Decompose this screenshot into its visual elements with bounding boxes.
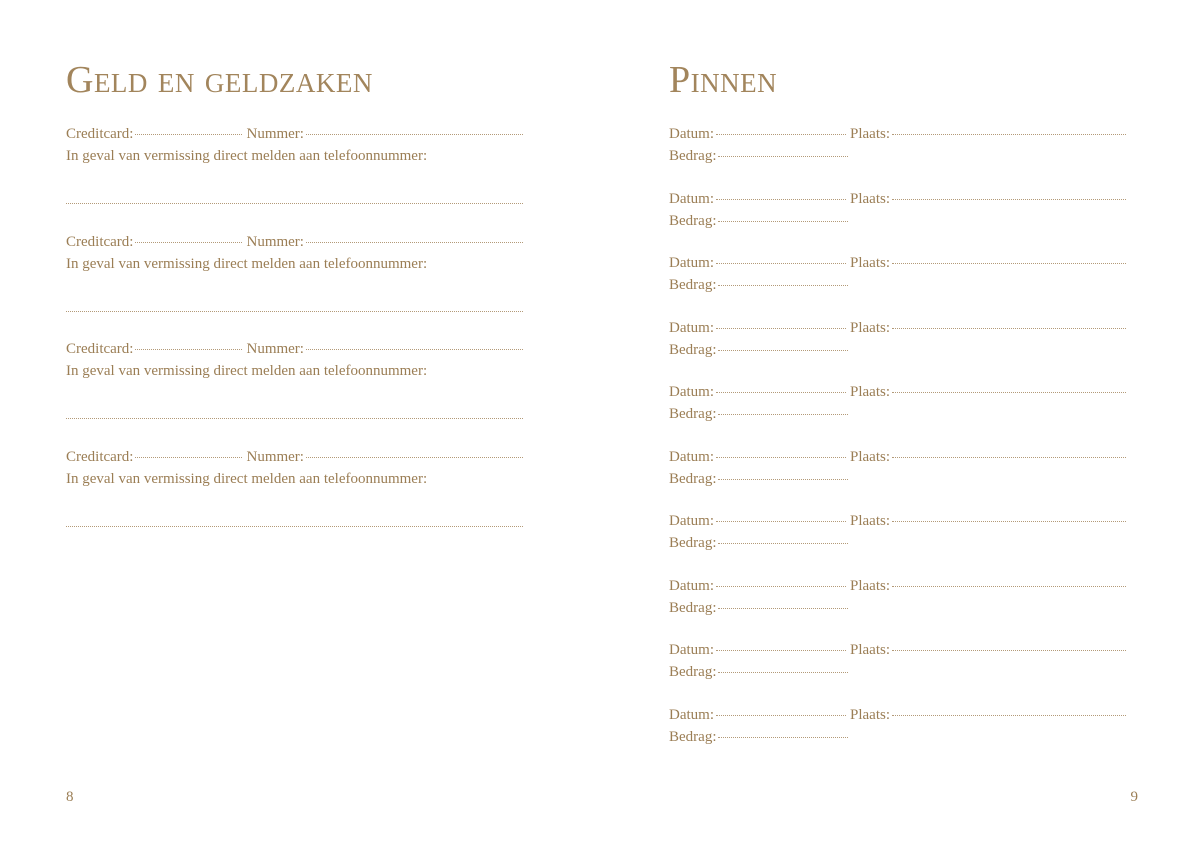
- page-title-pinnen: Pinnen: [669, 59, 778, 101]
- datum-label: Datum:: [669, 577, 714, 594]
- telefoonnummer-field[interactable]: [66, 311, 523, 312]
- plaats-label: Plaats:: [850, 642, 890, 658]
- creditcard-field[interactable]: [135, 134, 242, 135]
- instruction-text: [66, 361, 427, 381]
- datum-field[interactable]: [716, 650, 846, 651]
- nummer-label: Nummer:: [246, 448, 304, 465]
- nummer-field[interactable]: [306, 134, 523, 135]
- nummer-field[interactable]: [306, 242, 523, 243]
- plaats-field[interactable]: [892, 650, 1126, 651]
- bedrag-label: Bedrag:: [669, 341, 717, 358]
- plaats-label: Plaats:: [850, 577, 890, 594]
- bedrag-label: Bedrag:: [669, 406, 717, 422]
- datum-field[interactable]: [716, 392, 846, 393]
- plaats-label: Plaats:: [850, 126, 890, 142]
- bedrag-field[interactable]: [718, 672, 848, 673]
- bedrag-label: Bedrag:: [669, 148, 717, 164]
- instruction-text: [66, 146, 427, 166]
- page-title-geld: Geld en geldzaken: [66, 59, 373, 101]
- datum-plaats-row: [669, 318, 1126, 338]
- bedrag-field[interactable]: [718, 350, 848, 351]
- plaats-field[interactable]: [892, 457, 1126, 458]
- datum-label: Datum:: [669, 126, 714, 142]
- plaats-field[interactable]: [892, 263, 1126, 264]
- datum-plaats-row: [669, 382, 1126, 402]
- datum-label: Datum:: [669, 190, 714, 207]
- plaats-label: Plaats:: [850, 448, 890, 465]
- telefoonnummer-field[interactable]: [66, 203, 523, 204]
- plaats-field[interactable]: [892, 521, 1126, 522]
- bedrag-row: [669, 598, 848, 618]
- datum-label: Datum:: [669, 513, 714, 529]
- telefoonnummer-field[interactable]: [66, 418, 523, 419]
- bedrag-row: [669, 662, 848, 682]
- instruction-text: [66, 254, 427, 274]
- datum-field[interactable]: [716, 715, 846, 716]
- bedrag-row: [669, 404, 848, 424]
- datum-label: Datum:: [669, 319, 714, 336]
- datum-label: Datum:: [669, 642, 714, 658]
- bedrag-field[interactable]: [718, 156, 848, 157]
- datum-label: Datum:: [669, 706, 714, 723]
- plaats-field[interactable]: [892, 134, 1126, 135]
- nummer-label: Nummer:: [246, 126, 304, 142]
- datum-plaats-row: [669, 253, 1126, 273]
- creditcard-row: [66, 124, 523, 144]
- datum-field[interactable]: [716, 521, 846, 522]
- creditcard-row: [66, 232, 523, 252]
- instruction-label: In geval van vermissing direct melden aan telefoonnummer:: [66, 148, 428, 164]
- datum-label: Datum:: [669, 384, 714, 400]
- bedrag-row: [669, 275, 848, 295]
- bedrag-row: [669, 340, 848, 360]
- nummer-field[interactable]: [306, 457, 523, 458]
- datum-label: Datum:: [669, 255, 714, 271]
- datum-field[interactable]: [716, 199, 846, 200]
- plaats-label: Plaats:: [850, 255, 890, 271]
- bedrag-row: [669, 146, 848, 166]
- datum-plaats-row: [669, 705, 1126, 725]
- plaats-field[interactable]: [892, 328, 1126, 329]
- plaats-field[interactable]: [892, 586, 1126, 587]
- plaats-field[interactable]: [892, 199, 1126, 200]
- creditcard-field[interactable]: [135, 242, 242, 243]
- bedrag-field[interactable]: [718, 479, 848, 480]
- bedrag-label: Bedrag:: [669, 664, 717, 680]
- bedrag-field[interactable]: [718, 221, 848, 222]
- bedrag-label: Bedrag:: [669, 470, 717, 487]
- datum-field[interactable]: [716, 586, 846, 587]
- datum-field[interactable]: [716, 263, 846, 264]
- datum-label: Datum:: [669, 448, 714, 465]
- creditcard-field[interactable]: [135, 349, 242, 350]
- datum-plaats-row: [669, 189, 1126, 209]
- nummer-label: Nummer:: [246, 233, 304, 250]
- datum-plaats-row: [669, 640, 1126, 660]
- page-number-right: 9: [1130, 789, 1138, 805]
- instruction-text: [66, 469, 427, 489]
- bedrag-label: Bedrag:: [669, 212, 717, 229]
- bedrag-row: [669, 469, 848, 489]
- bedrag-field[interactable]: [718, 543, 848, 544]
- creditcard-label: Creditcard:: [66, 126, 134, 142]
- bedrag-label: Bedrag:: [669, 728, 717, 745]
- datum-plaats-row: [669, 447, 1126, 467]
- bedrag-field[interactable]: [718, 414, 848, 415]
- creditcard-row: [66, 339, 523, 359]
- plaats-label: Plaats:: [850, 384, 890, 400]
- datum-plaats-row: [669, 124, 1126, 144]
- plaats-field[interactable]: [892, 715, 1126, 716]
- bedrag-label: Bedrag:: [669, 277, 717, 293]
- plaats-field[interactable]: [892, 392, 1126, 393]
- plaats-label: Plaats:: [850, 513, 890, 529]
- right-page: [600, 0, 1200, 856]
- creditcard-row: [66, 447, 523, 467]
- creditcard-field[interactable]: [135, 457, 242, 458]
- creditcard-label: Creditcard:: [66, 233, 134, 250]
- instruction-label: In geval van vermissing direct melden aan telefoonnummer:: [66, 470, 428, 487]
- telefoonnummer-field[interactable]: [66, 526, 523, 527]
- datum-field[interactable]: [716, 134, 846, 135]
- plaats-label: Plaats:: [850, 319, 890, 336]
- instruction-label: In geval van vermissing direct melden aan telefoonnummer:: [66, 255, 428, 272]
- instruction-label: In geval van vermissing direct melden aan telefoonnummer:: [66, 363, 428, 379]
- plaats-label: Plaats:: [850, 190, 890, 207]
- nummer-label: Nummer:: [246, 341, 304, 357]
- page-number-left: 8: [66, 789, 74, 805]
- plaats-label: Plaats:: [850, 706, 890, 723]
- bedrag-row: [669, 727, 848, 747]
- datum-plaats-row: [669, 511, 1126, 531]
- datum-field[interactable]: [716, 328, 846, 329]
- datum-field[interactable]: [716, 457, 846, 458]
- creditcard-label: Creditcard:: [66, 341, 134, 357]
- bedrag-field[interactable]: [718, 285, 848, 286]
- bedrag-field[interactable]: [718, 737, 848, 738]
- nummer-field[interactable]: [306, 349, 523, 350]
- bedrag-label: Bedrag:: [669, 535, 717, 551]
- bedrag-field[interactable]: [718, 608, 848, 609]
- bedrag-label: Bedrag:: [669, 599, 717, 616]
- datum-plaats-row: [669, 576, 1126, 596]
- bedrag-row: [669, 533, 848, 553]
- creditcard-label: Creditcard:: [66, 448, 134, 465]
- bedrag-row: [669, 211, 848, 231]
